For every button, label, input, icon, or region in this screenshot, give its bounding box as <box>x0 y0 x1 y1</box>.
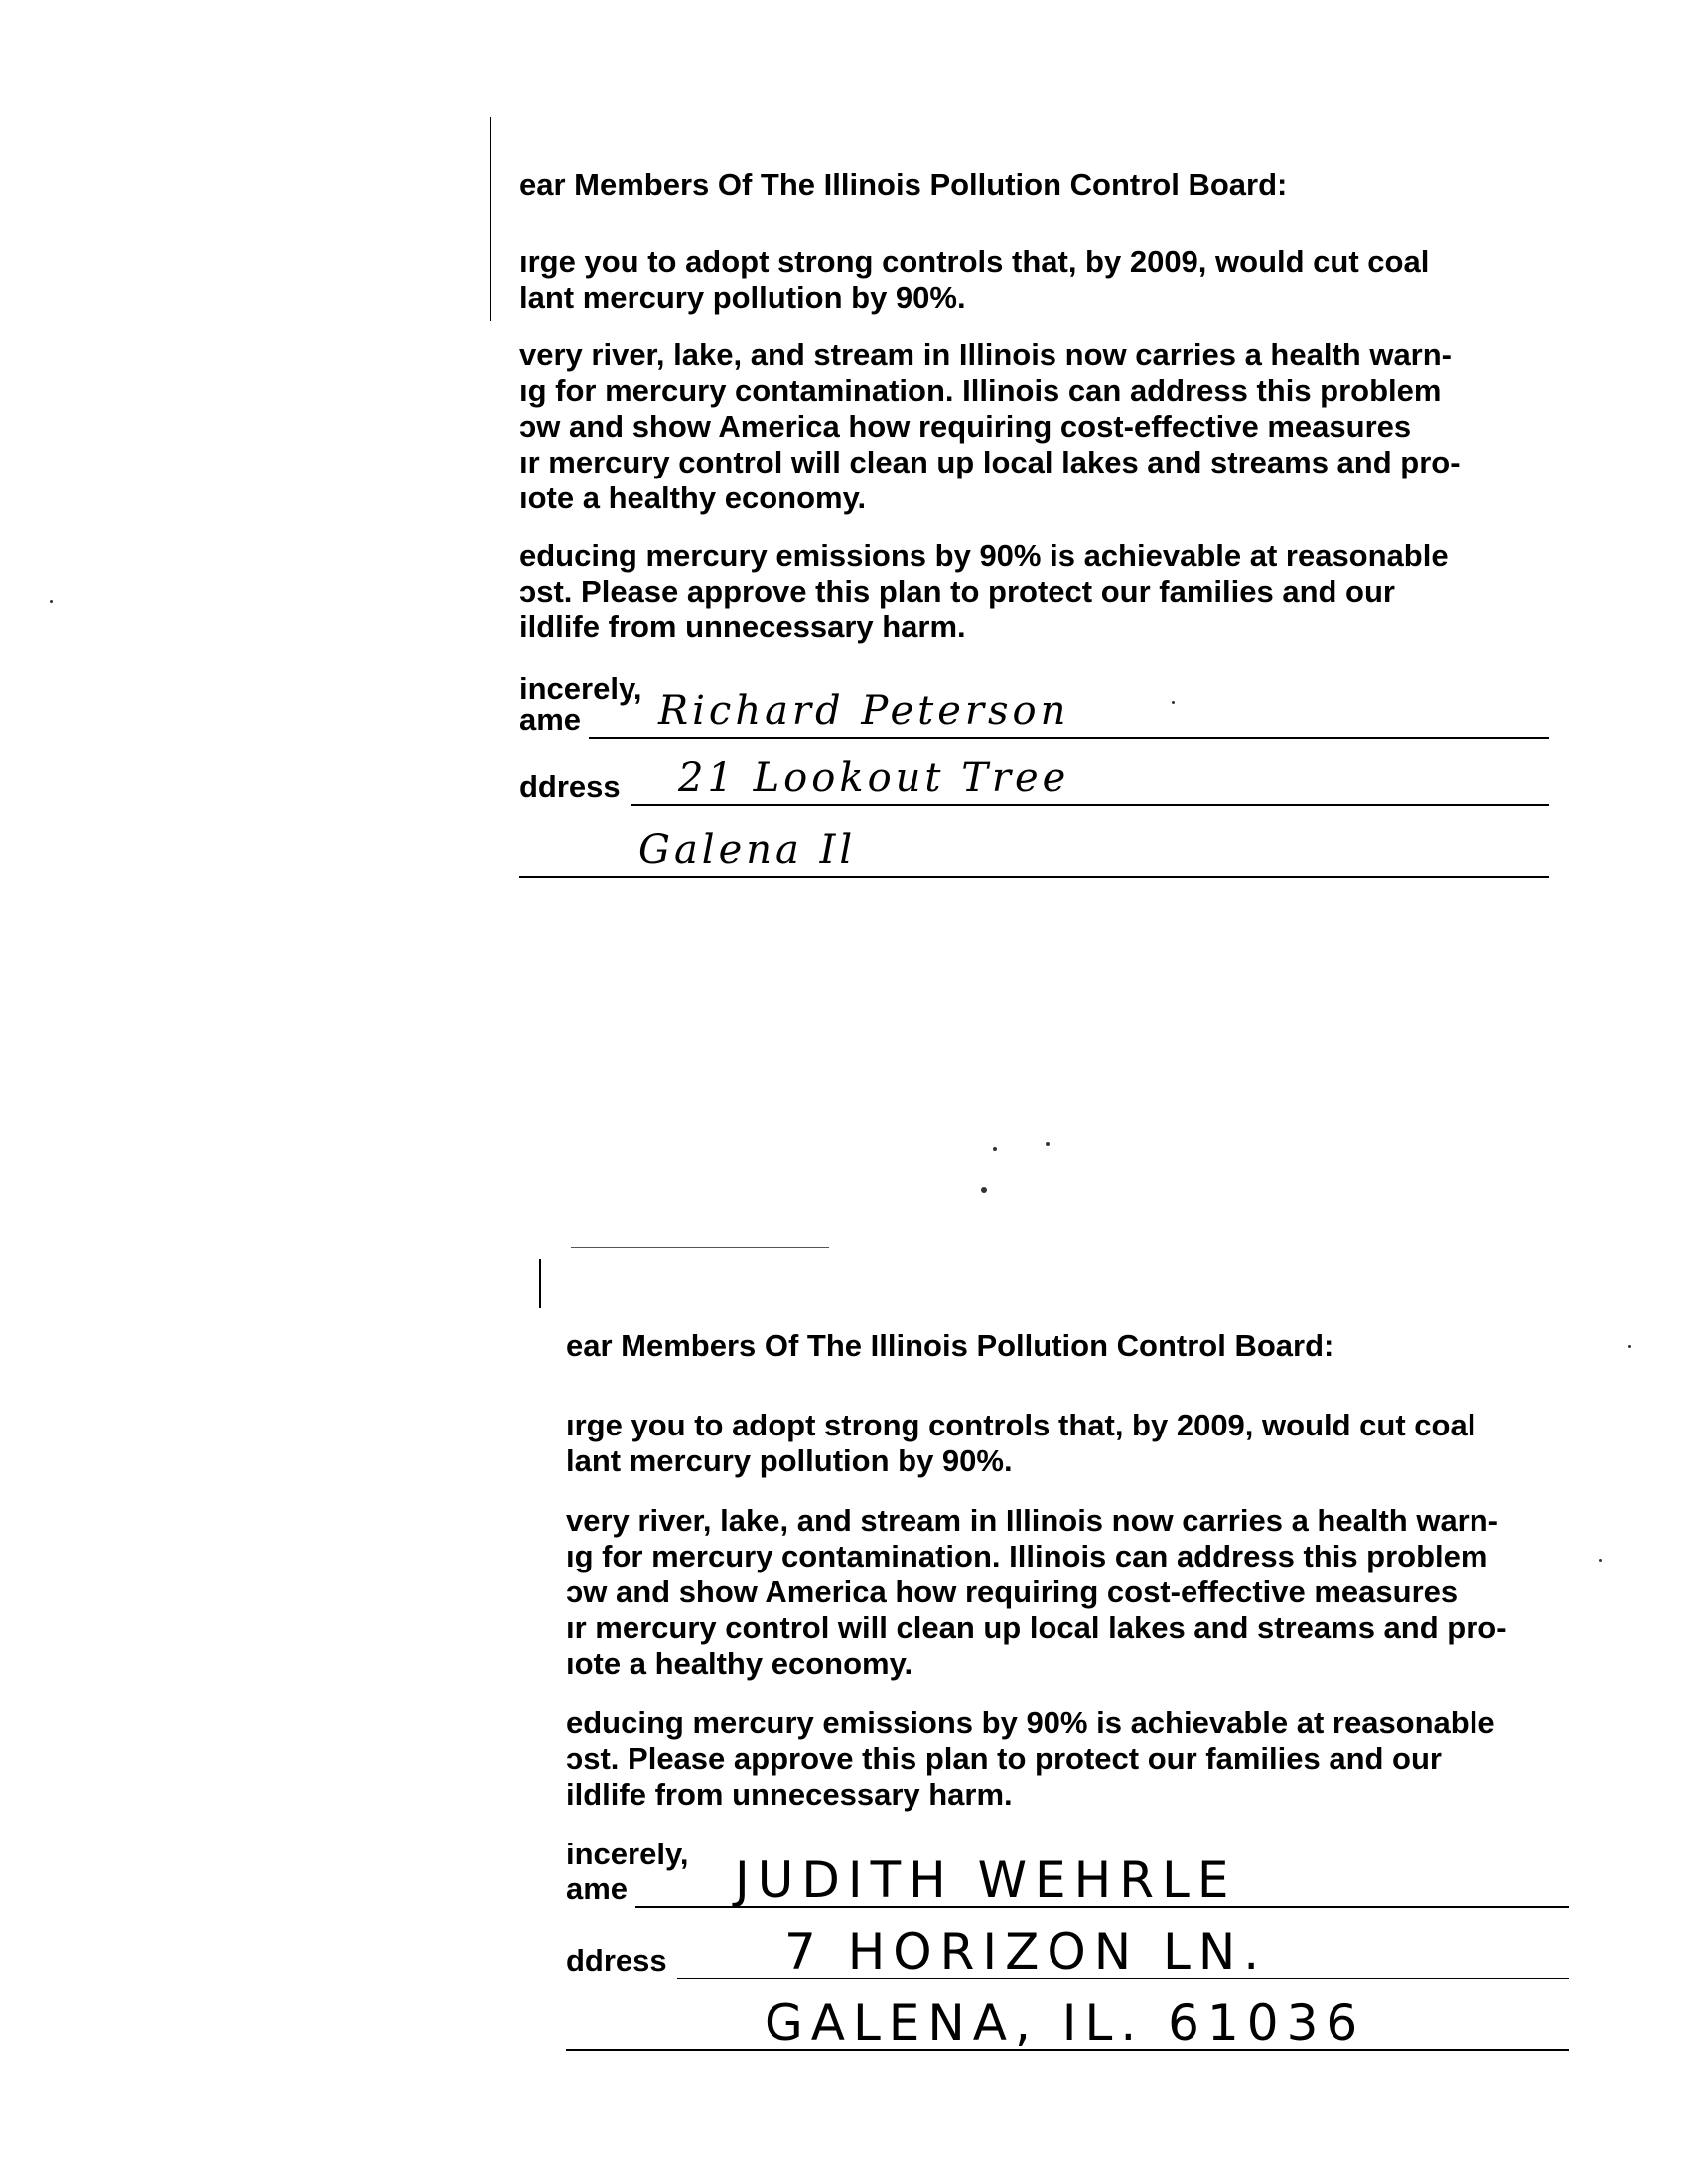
scan-speck <box>50 600 53 603</box>
scan-speck <box>1172 701 1175 704</box>
address-line-2: GALENA, IL. 61036 <box>765 1994 1366 2052</box>
address-label: ddress <box>519 769 621 804</box>
scan-speck <box>1628 1345 1631 1348</box>
closing: incerely, <box>519 671 642 706</box>
address-field-2 <box>566 1995 1569 2051</box>
name-field <box>566 1852 1569 1908</box>
paragraph-1-line-1: ırge you to adopt strong controls that, by 2009, would cut coal <box>519 244 1430 279</box>
paragraph-2-line-2: ıg for mercury contamination. Illinois can address this problem <box>519 373 1442 408</box>
name-field <box>519 683 1549 739</box>
paragraph-1-line-2: lant mercury pollution by 90%. <box>566 1443 1013 1478</box>
address-line-1: 21 Lookout Tree <box>678 755 1070 801</box>
scan-speck <box>993 1147 997 1151</box>
paragraph-3-line-1: educing mercury emissions by 90% is achievable at reasonable <box>519 538 1449 573</box>
name-rule <box>589 737 1549 739</box>
address-line-2: Galena Il <box>638 827 857 873</box>
paragraph-2-line-5: ıote a healthy economy. <box>519 480 867 515</box>
paragraph-3-line-2: ɔst. Please approve this plan to protect our families and our <box>566 1741 1442 1776</box>
paragraph-2-line-3: ɔw and show America how requiring cost-effective measures <box>566 1574 1459 1609</box>
paragraph-2-line-2: ıg for mercury contamination. Illinois can address this problem <box>566 1539 1488 1573</box>
paragraph-2-line-3: ɔw and show America how requiring cost-effective measures <box>519 409 1412 444</box>
paragraph-2-line-4: ır mercury control will clean up local lakes and streams and pro- <box>519 445 1461 479</box>
address-field-1 <box>566 1924 1569 1979</box>
closing: incerely, <box>566 1837 689 1871</box>
card-heading: ear Members Of The Illinois Pollution Control Board: <box>566 1328 1334 1363</box>
name-signature: Richard Peterson <box>658 688 1070 734</box>
paragraph-1-line-2: lant mercury pollution by 90%. <box>519 280 966 315</box>
name-label: ame <box>519 702 582 737</box>
scan-edge-1 <box>490 117 491 321</box>
paragraph-2-line-1: very river, lake, and stream in Illinois now carries a health warn- <box>566 1503 1499 1538</box>
paragraph-3-line-3: ildlife from unnecessary harm. <box>566 1777 1013 1812</box>
address-line-1: 7 HORIZON LN. <box>784 1923 1268 1980</box>
paragraph-2-line-4: ır mercury control will clean up local lakes and streams and pro- <box>566 1610 1507 1645</box>
card-heading: ear Members Of The Illinois Pollution Control Board: <box>519 167 1288 202</box>
paragraph-1-line-1: ırge you to adopt strong controls that, by 2009, would cut coal <box>566 1408 1476 1442</box>
paragraph-2-line-1: very river, lake, and stream in Illinois now carries a health warn- <box>519 338 1453 372</box>
address-rule-1 <box>631 804 1549 806</box>
paragraph-3-line-1: educing mercury emissions by 90% is achievable at reasonable <box>566 1706 1495 1740</box>
scan-speck <box>1046 1142 1050 1146</box>
paragraph-2-line-5: ıote a healthy economy. <box>566 1646 913 1681</box>
paragraph-3-line-2: ɔst. Please approve this plan to protect our families and our <box>519 574 1395 609</box>
address-rule-2 <box>519 876 1549 878</box>
address-label: ddress <box>566 1943 667 1978</box>
name-signature: JUDITH WEHRLE <box>735 1851 1237 1909</box>
scan-crop-line <box>571 1247 829 1248</box>
address-field-1 <box>519 751 1549 806</box>
address-field-2 <box>519 822 1549 878</box>
scan-speck <box>981 1187 987 1193</box>
paragraph-3-line-3: ildlife from unnecessary harm. <box>519 610 966 644</box>
scan-speck <box>1599 1559 1602 1562</box>
name-label: ame <box>566 1871 629 1906</box>
scan-edge-2 <box>539 1259 541 1308</box>
